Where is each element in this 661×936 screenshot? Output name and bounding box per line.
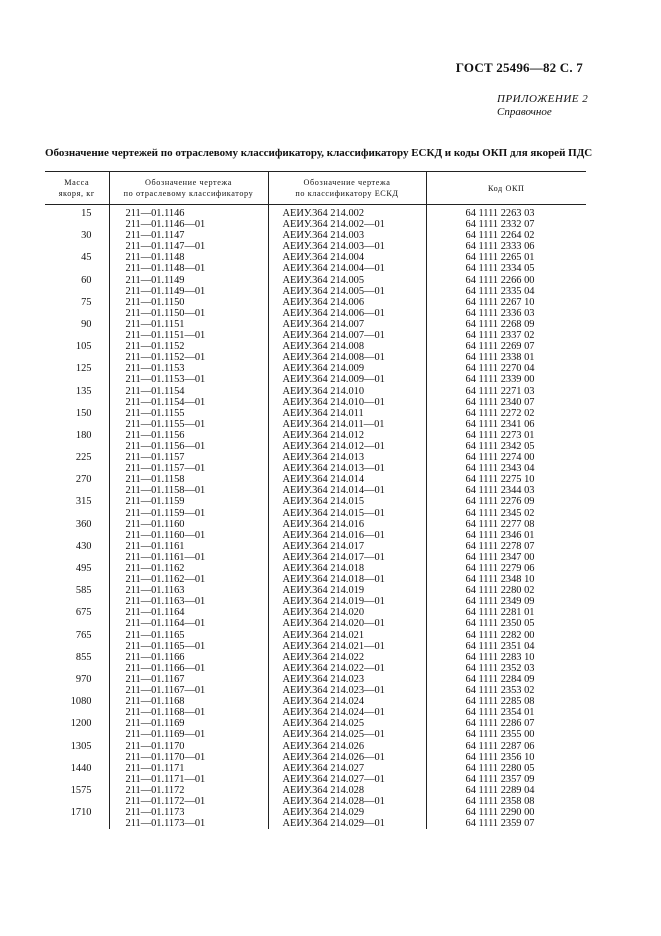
cell-industry-drawing: 211—01.1173 [109, 807, 268, 818]
cell-industry-drawing: 211—01.1146—01 [109, 219, 268, 230]
cell-mass: 30 [81, 230, 92, 242]
cell-eskd-drawing: АЕИУ.364 214.017—01 [268, 552, 426, 563]
cell-okp-code: 64 1111 2355 00 [426, 729, 586, 740]
cell-industry-drawing: 211—01.1168—01 [109, 707, 268, 718]
table-row [45, 252, 586, 263]
cell-okp-code: 64 1111 2350 05 [426, 618, 586, 629]
cell-eskd-drawing: АЕИУ.364 214.019—01 [268, 596, 426, 607]
header-mass-line1: Масса [64, 178, 90, 187]
table-row [45, 485, 586, 496]
table-row [45, 618, 586, 629]
table-row [45, 519, 586, 530]
cell-okp-code: 64 1111 2343 04 [426, 463, 586, 474]
table-row [45, 685, 586, 696]
cell-industry-drawing: 211—01.1148—01 [109, 263, 268, 274]
cell-industry-drawing: 211—01.1153 [109, 363, 268, 374]
cell-mass: 150 [75, 407, 92, 419]
cell-mass [45, 707, 109, 718]
cell-mass: 970 [75, 673, 92, 685]
table-row [45, 308, 586, 319]
cell-okp-code: 64 1111 2284 09 [426, 674, 586, 685]
table-row [45, 397, 586, 408]
table-row [45, 496, 586, 507]
cell-mass: 15 [81, 208, 92, 219]
cell-industry-drawing: 211—01.1167—01 [109, 685, 268, 696]
cell-industry-drawing: 211—01.1152 [109, 341, 268, 352]
cell-eskd-drawing: АЕИУ.364 214.023—01 [268, 685, 426, 696]
cell-industry-drawing: 211—01.1167 [109, 674, 268, 685]
cell-industry-drawing: 211—01.1164—01 [109, 618, 268, 629]
cell-industry-drawing: 211—01.1170 [109, 741, 268, 752]
cell-mass [45, 397, 109, 408]
cell-mass: 855 [75, 651, 92, 663]
table-caption: Обозначение чертежей по отраслевому классификатору, классификатору ЕСКД и коды ОКП для якорей ПДС [45, 147, 593, 159]
table-row [45, 630, 586, 641]
cell-industry-drawing: 211—01.1172—01 [109, 796, 268, 807]
table-row [45, 552, 586, 563]
cell-eskd-drawing: АЕИУ.364 214.022 [268, 652, 426, 663]
cell-eskd-drawing: АЕИУ.364 214.013 [268, 452, 426, 463]
cell-mass [45, 818, 109, 829]
table-row [45, 763, 586, 774]
cell-okp-code: 64 1111 2285 08 [426, 696, 586, 707]
cell-okp-code: 64 1111 2267 10 [426, 297, 586, 308]
cell-industry-drawing: 211—01.1162 [109, 563, 268, 574]
cell-industry-drawing: 211—01.1161 [109, 541, 268, 552]
cell-industry-drawing: 211—01.1163 [109, 585, 268, 596]
table-row [45, 419, 586, 430]
table-row [45, 707, 586, 718]
cell-mass: 1575 [70, 784, 92, 796]
header-okp-label: Код ОКП [487, 183, 525, 193]
cell-mass: 430 [75, 540, 92, 552]
cell-eskd-drawing: АЕИУ.364 214.024 [268, 696, 426, 707]
cell-okp-code: 64 1111 2289 04 [426, 785, 586, 796]
cell-mass: 270 [75, 474, 92, 486]
table-row [45, 441, 586, 452]
cell-eskd-drawing: АЕИУ.364 214.021—01 [268, 641, 426, 652]
table-row [45, 796, 586, 807]
table-row [45, 330, 586, 341]
cell-industry-drawing: 211—01.1157—01 [109, 463, 268, 474]
cell-okp-code: 64 1111 2270 04 [426, 363, 586, 374]
cell-eskd-drawing: АЕИУ.364 214.023 [268, 674, 426, 685]
cell-industry-drawing: 211—01.1161—01 [109, 552, 268, 563]
cell-okp-code: 64 1111 2344 03 [426, 485, 586, 496]
cell-mass [45, 663, 109, 674]
cell-eskd-drawing: АЕИУ.364 214.007 [268, 319, 426, 330]
cell-mass [45, 352, 109, 363]
cell-mass [45, 796, 109, 807]
cell-okp-code: 64 1111 2266 00 [426, 275, 586, 286]
cell-industry-drawing: 211—01.1151 [109, 319, 268, 330]
cell-okp-code: 64 1111 2345 02 [426, 508, 586, 519]
cell-industry-drawing: 211—01.1158 [109, 474, 268, 485]
cell-eskd-drawing: АЕИУ.364 214.017 [268, 541, 426, 552]
cell-mass: 125 [75, 363, 92, 375]
cell-eskd-drawing: АЕИУ.364 214.002 [268, 205, 426, 220]
table-row [45, 530, 586, 541]
cell-eskd-drawing: АЕИУ.364 214.009 [268, 363, 426, 374]
cell-industry-drawing: 211—01.1173—01 [109, 818, 268, 829]
cell-eskd-drawing: АЕИУ.364 214.028 [268, 785, 426, 796]
cell-okp-code: 64 1111 2282 00 [426, 630, 586, 641]
appendix-subtitle: Справочное [497, 106, 552, 118]
cell-eskd-drawing: АЕИУ.364 214.012—01 [268, 441, 426, 452]
cell-okp-code: 64 1111 2358 08 [426, 796, 586, 807]
cell-okp-code: 64 1111 2336 03 [426, 308, 586, 319]
header-okp-code [426, 172, 586, 205]
cell-okp-code: 64 1111 2280 05 [426, 763, 586, 774]
cell-okp-code: 64 1111 2277 08 [426, 519, 586, 530]
cell-okp-code: 64 1111 2342 05 [426, 441, 586, 452]
table-row [45, 674, 586, 685]
cell-eskd-drawing: АЕИУ.364 214.016—01 [268, 530, 426, 541]
table-row [45, 363, 586, 374]
cell-okp-code: 64 1111 2276 09 [426, 496, 586, 507]
cell-mass: 1440 [70, 762, 92, 774]
cell-eskd-drawing: АЕИУ.364 214.019 [268, 585, 426, 596]
cell-industry-drawing: 211—01.1171—01 [109, 774, 268, 785]
table-row [45, 508, 586, 519]
cell-okp-code: 64 1111 2339 00 [426, 374, 586, 385]
cell-okp-code: 64 1111 2352 03 [426, 663, 586, 674]
cell-mass: 225 [75, 452, 92, 464]
cell-okp-code: 64 1111 2287 06 [426, 741, 586, 752]
cell-mass: 495 [75, 563, 92, 574]
cell-industry-drawing: 211—01.1152—01 [109, 352, 268, 363]
cell-mass [45, 530, 109, 541]
table-row [45, 585, 586, 596]
cell-mass [45, 552, 109, 563]
cell-eskd-drawing: АЕИУ.364 214.028—01 [268, 796, 426, 807]
table-row [45, 230, 586, 241]
cell-okp-code: 64 1111 2332 07 [426, 219, 586, 230]
cell-okp-code: 64 1111 2263 03 [426, 205, 586, 220]
cell-industry-drawing: 211—01.1151—01 [109, 330, 268, 341]
table-row [45, 663, 586, 674]
cell-eskd-drawing: АЕИУ.364 214.020—01 [268, 618, 426, 629]
cell-mass: 765 [75, 629, 92, 641]
cell-okp-code: 64 1111 2271 03 [426, 386, 586, 397]
table-row [45, 596, 586, 607]
cell-okp-code: 64 1111 2354 01 [426, 707, 586, 718]
table-row [45, 452, 586, 463]
table-row [45, 352, 586, 363]
cell-industry-drawing: 211—01.1159 [109, 496, 268, 507]
cell-eskd-drawing: АЕИУ.364 214.014—01 [268, 485, 426, 496]
cell-okp-code: 64 1111 2278 07 [426, 541, 586, 552]
cell-eskd-drawing: АЕИУ.364 214.003—01 [268, 241, 426, 252]
cell-okp-code: 64 1111 2347 00 [426, 552, 586, 563]
cell-mass [45, 574, 109, 585]
cell-industry-drawing: 211—01.1156—01 [109, 441, 268, 452]
cell-industry-drawing: 211—01.1160—01 [109, 530, 268, 541]
cell-eskd-drawing: АЕИУ.364 214.026—01 [268, 752, 426, 763]
cell-mass [45, 374, 109, 385]
cell-industry-drawing: 211—01.1166 [109, 652, 268, 663]
table-row [45, 463, 586, 474]
table-row [45, 574, 586, 585]
cell-eskd-drawing: АЕИУ.364 214.010—01 [268, 397, 426, 408]
cell-mass: 135 [75, 385, 92, 397]
cell-industry-drawing: 211—01.1169—01 [109, 729, 268, 740]
cell-eskd-drawing: АЕИУ.364 214.004—01 [268, 263, 426, 274]
cell-eskd-drawing: АЕИУ.364 214.012 [268, 430, 426, 441]
cell-industry-drawing: 211—01.1154 [109, 386, 268, 397]
table-body [45, 205, 586, 830]
cell-eskd-drawing: АЕИУ.364 214.006—01 [268, 308, 426, 319]
table-row [45, 474, 586, 485]
cell-industry-drawing: 211—01.1159—01 [109, 508, 268, 519]
cell-industry-drawing: 211—01.1157 [109, 452, 268, 463]
cell-okp-code: 64 1111 2349 09 [426, 596, 586, 607]
cell-eskd-drawing: АЕИУ.364 214.009—01 [268, 374, 426, 385]
cell-industry-drawing: 211—01.1156 [109, 430, 268, 441]
cell-eskd-drawing: АЕИУ.364 214.015—01 [268, 508, 426, 519]
table-row [45, 718, 586, 729]
cell-okp-code: 64 1111 2268 09 [426, 319, 586, 330]
cell-eskd-drawing: АЕИУ.364 214.011 [268, 408, 426, 419]
cell-mass [45, 263, 109, 274]
table-row [45, 818, 586, 829]
cell-industry-drawing: 211—01.1150—01 [109, 308, 268, 319]
table-row [45, 607, 586, 618]
table-header-row [45, 172, 586, 205]
cell-okp-code: 64 1111 2333 06 [426, 241, 586, 252]
cell-eskd-drawing: АЕИУ.364 214.021 [268, 630, 426, 641]
table-row [45, 729, 586, 740]
cell-eskd-drawing: АЕИУ.364 214.026 [268, 741, 426, 752]
cell-mass: 75 [81, 296, 92, 308]
cell-industry-drawing: 211—01.1162—01 [109, 574, 268, 585]
cell-eskd-drawing: АЕИУ.364 214.007—01 [268, 330, 426, 341]
cell-mass [45, 441, 109, 452]
cell-mass [45, 419, 109, 430]
cell-okp-code: 64 1111 2280 02 [426, 585, 586, 596]
cell-eskd-drawing: АЕИУ.364 214.005—01 [268, 286, 426, 297]
appendix-title: ПРИЛОЖЕНИЕ 2 [497, 93, 589, 105]
cell-okp-code: 64 1111 2286 07 [426, 718, 586, 729]
cell-eskd-drawing: АЕИУ.364 214.006 [268, 297, 426, 308]
cell-okp-code: 64 1111 2264 02 [426, 230, 586, 241]
table-row [45, 341, 586, 352]
cell-industry-drawing: 211—01.1163—01 [109, 596, 268, 607]
cell-industry-drawing: 211—01.1146 [109, 205, 268, 220]
cell-mass: 180 [75, 429, 92, 441]
cell-mass: 360 [75, 518, 92, 530]
table-row [45, 319, 586, 330]
cell-mass [45, 241, 109, 252]
cell-mass [45, 463, 109, 474]
cell-mass [45, 330, 109, 341]
table-row [45, 263, 586, 274]
cell-eskd-drawing: АЕИУ.364 214.014 [268, 474, 426, 485]
cell-industry-drawing: 211—01.1169 [109, 718, 268, 729]
cell-industry-drawing: 211—01.1170—01 [109, 752, 268, 763]
cell-eskd-drawing: АЕИУ.364 214.005 [268, 275, 426, 286]
header-industry-line1: Обозначение чертежа [145, 178, 232, 187]
table-row [45, 386, 586, 397]
cell-industry-drawing: 211—01.1165 [109, 630, 268, 641]
table-row [45, 807, 586, 818]
cell-okp-code: 64 1111 2351 04 [426, 641, 586, 652]
cell-mass [45, 485, 109, 496]
table-row [45, 241, 586, 252]
cell-industry-drawing: 211—01.1155—01 [109, 419, 268, 430]
cell-industry-drawing: 211—01.1155 [109, 408, 268, 419]
table-row [45, 430, 586, 441]
cell-mass: 90 [81, 318, 92, 330]
cell-okp-code: 64 1111 2348 10 [426, 574, 586, 585]
cell-industry-drawing: 211—01.1147 [109, 230, 268, 241]
cell-industry-drawing: 211—01.1153—01 [109, 374, 268, 385]
header-mass [45, 172, 109, 205]
cell-okp-code: 64 1111 2283 10 [426, 652, 586, 663]
cell-eskd-drawing: АЕИУ.364 214.011—01 [268, 419, 426, 430]
header-industry-line2: по отраслевому классификатору [123, 189, 254, 198]
appendix-block [497, 93, 588, 119]
cell-eskd-drawing: АЕИУ.364 214.025—01 [268, 729, 426, 740]
cell-industry-drawing: 211—01.1172 [109, 785, 268, 796]
table-row [45, 205, 586, 220]
header-eskd-line2: по классификатору ЕСКД [295, 189, 399, 198]
cell-okp-code: 64 1111 2279 06 [426, 563, 586, 574]
header-eskd-drawing [268, 172, 426, 205]
cell-okp-code: 64 1111 2272 02 [426, 408, 586, 419]
cell-okp-code: 64 1111 2357 09 [426, 774, 586, 785]
cell-eskd-drawing: АЕИУ.364 214.018—01 [268, 574, 426, 585]
cell-eskd-drawing: АЕИУ.364 214.010 [268, 386, 426, 397]
cell-mass [45, 641, 109, 652]
cell-eskd-drawing: АЕИУ.364 214.018 [268, 563, 426, 574]
cell-mass [45, 752, 109, 763]
cell-industry-drawing: 211—01.1166—01 [109, 663, 268, 674]
cell-okp-code: 64 1111 2269 07 [426, 341, 586, 352]
cell-eskd-drawing: АЕИУ.364 214.008 [268, 341, 426, 352]
cell-okp-code: 64 1111 2346 01 [426, 530, 586, 541]
cell-okp-code: 64 1111 2338 01 [426, 352, 586, 363]
cell-mass [45, 685, 109, 696]
cell-industry-drawing: 211—01.1154—01 [109, 397, 268, 408]
header-mass-line2: якоря, кг [58, 189, 95, 198]
cell-eskd-drawing: АЕИУ.364 214.025 [268, 718, 426, 729]
cell-okp-code: 64 1111 2265 01 [426, 252, 586, 263]
cell-mass: 1200 [70, 718, 92, 730]
table-row [45, 408, 586, 419]
page-header-code: ГОСТ 25496—82 С. 7 [455, 60, 583, 75]
cell-eskd-drawing: АЕИУ.364 214.003 [268, 230, 426, 241]
cell-eskd-drawing: АЕИУ.364 214.029 [268, 807, 426, 818]
table-row [45, 774, 586, 785]
table-row [45, 297, 586, 308]
cell-mass: 1080 [70, 696, 92, 708]
cell-mass [45, 618, 109, 629]
header-industry-drawing [109, 172, 268, 205]
table-row [45, 563, 586, 574]
cell-okp-code: 64 1111 2290 00 [426, 807, 586, 818]
cell-industry-drawing: 211—01.1168 [109, 696, 268, 707]
cell-eskd-drawing: АЕИУ.364 214.020 [268, 607, 426, 618]
cell-mass [45, 219, 109, 230]
cell-okp-code: 64 1111 2337 02 [426, 330, 586, 341]
table-row [45, 275, 586, 286]
cell-okp-code: 64 1111 2274 00 [426, 452, 586, 463]
cell-mass [45, 774, 109, 785]
cell-eskd-drawing: АЕИУ.364 214.015 [268, 496, 426, 507]
cell-industry-drawing: 211—01.1147—01 [109, 241, 268, 252]
table-row [45, 696, 586, 707]
cell-mass: 60 [81, 274, 92, 286]
table-row [45, 752, 586, 763]
cell-industry-drawing: 211—01.1150 [109, 297, 268, 308]
cell-eskd-drawing: АЕИУ.364 214.024—01 [268, 707, 426, 718]
table-row [45, 374, 586, 385]
cell-eskd-drawing: АЕИУ.364 214.002—01 [268, 219, 426, 230]
cell-industry-drawing: 211—01.1149 [109, 275, 268, 286]
cell-mass [45, 596, 109, 607]
cell-mass: 315 [75, 496, 92, 508]
cell-okp-code: 64 1111 2334 05 [426, 263, 586, 274]
cell-eskd-drawing: АЕИУ.364 214.013—01 [268, 463, 426, 474]
cell-okp-code: 64 1111 2281 01 [426, 607, 586, 618]
cell-industry-drawing: 211—01.1160 [109, 519, 268, 530]
cell-eskd-drawing: АЕИУ.364 214.027—01 [268, 774, 426, 785]
cell-mass: 105 [75, 341, 92, 353]
cell-eskd-drawing: АЕИУ.364 214.029—01 [268, 818, 426, 829]
cell-eskd-drawing: АЕИУ.364 214.027 [268, 763, 426, 774]
cell-okp-code: 64 1111 2340 07 [426, 397, 586, 408]
cell-mass: 1710 [70, 807, 92, 819]
cell-mass: 45 [81, 252, 92, 264]
cell-eskd-drawing: АЕИУ.364 214.016 [268, 519, 426, 530]
table-row [45, 219, 586, 230]
cell-industry-drawing: 211—01.1171 [109, 763, 268, 774]
cell-eskd-drawing: АЕИУ.364 214.004 [268, 252, 426, 263]
cell-okp-code: 64 1111 2275 10 [426, 474, 586, 485]
cell-industry-drawing: 211—01.1158—01 [109, 485, 268, 496]
cell-mass: 675 [75, 607, 92, 619]
cell-industry-drawing: 211—01.1165—01 [109, 641, 268, 652]
cell-mass: 1305 [70, 740, 92, 752]
table-row [45, 541, 586, 552]
cell-okp-code: 64 1111 2359 07 [426, 818, 586, 829]
header-eskd-line1: Обозначение чертежа [303, 178, 391, 187]
cell-mass [45, 508, 109, 519]
cell-industry-drawing: 211—01.1149—01 [109, 286, 268, 297]
cell-industry-drawing: 211—01.1164 [109, 607, 268, 618]
cell-okp-code: 64 1111 2273 01 [426, 430, 586, 441]
cell-okp-code: 64 1111 2353 02 [426, 685, 586, 696]
cell-okp-code: 64 1111 2335 04 [426, 286, 586, 297]
cell-industry-drawing: 211—01.1148 [109, 252, 268, 263]
table-row [45, 286, 586, 297]
cell-eskd-drawing: АЕИУ.364 214.008—01 [268, 352, 426, 363]
table-row [45, 741, 586, 752]
cell-eskd-drawing: АЕИУ.364 214.022—01 [268, 663, 426, 674]
table-row [45, 652, 586, 663]
cell-mass [45, 729, 109, 740]
table-row [45, 785, 586, 796]
anchor-drawings-table [45, 171, 586, 829]
cell-okp-code: 64 1111 2341 06 [426, 419, 586, 430]
cell-mass [45, 308, 109, 319]
cell-okp-code: 64 1111 2356 10 [426, 752, 586, 763]
cell-mass: 585 [75, 585, 92, 597]
cell-mass [45, 286, 109, 297]
table-row [45, 641, 586, 652]
